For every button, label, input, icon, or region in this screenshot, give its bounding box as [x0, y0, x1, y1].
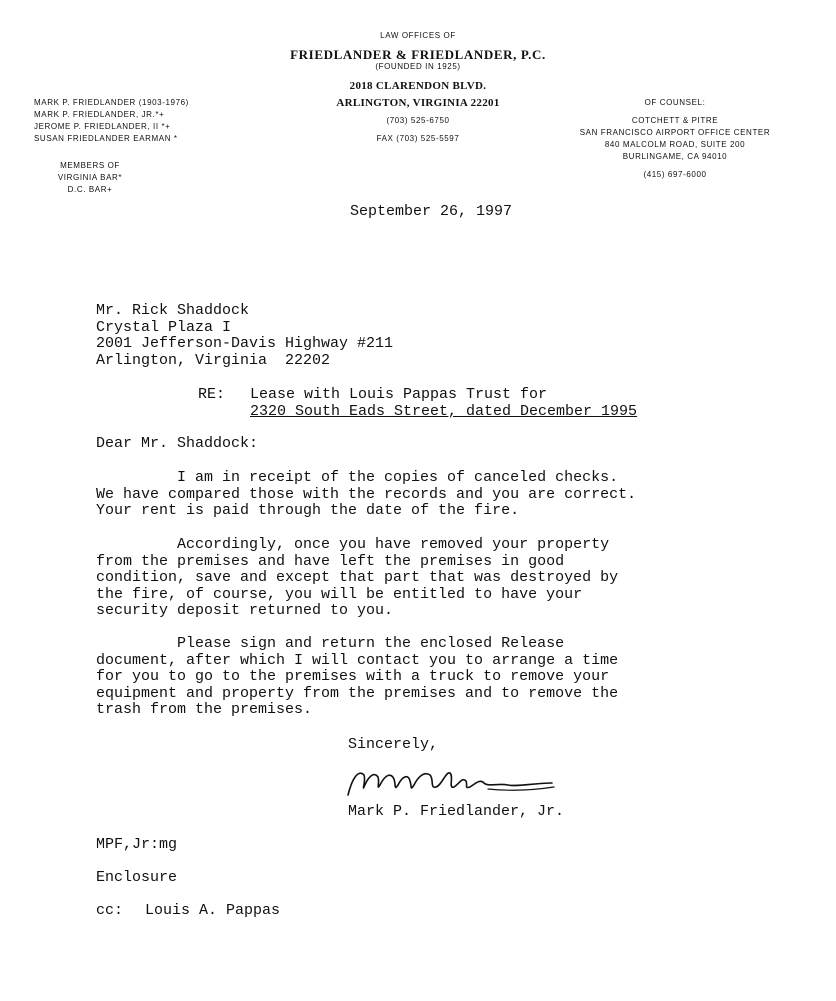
- counsel-line: BURLINGAME, CA 94010: [622, 152, 728, 161]
- handwritten-signature: [338, 757, 578, 803]
- body-paragraph: [96, 636, 618, 719]
- founded-line: (FOUNDED IN 1925): [375, 62, 461, 71]
- recipient-line: Crystal Plaza I: [96, 318, 232, 336]
- of-counsel-label: OF COUNSEL:: [644, 98, 706, 107]
- counsel-line: 840 MALCOLM ROAD, SUITE 200: [604, 140, 746, 149]
- cc-recipient: Louis A. Pappas: [145, 902, 281, 919]
- letter-date: September 26, 1997: [350, 203, 513, 220]
- recipient-address: [96, 303, 393, 369]
- paragraph-line: Accordingly, once you have removed your property: [96, 536, 610, 553]
- re-line: Lease with Louis Pappas Trust for: [250, 386, 548, 403]
- recipient-line: 2001 Jefferson-Davis Highway #211: [96, 335, 394, 352]
- of-counsel-block: [560, 97, 790, 181]
- partner-name: JEROME P. FRIEDLANDER, II *+: [34, 122, 171, 131]
- counsel-line: COTCHETT & PITRE: [631, 116, 719, 125]
- members-of-label: MEMBERS OF: [60, 161, 120, 170]
- typist-initials: MPF,Jr:mg: [96, 836, 178, 853]
- paragraph-line: Please sign and return the enclosed Release: [96, 635, 565, 652]
- paragraph-line: condition, save and except that part that was destroyed by: [96, 569, 619, 586]
- body-paragraph: [96, 537, 618, 620]
- re-label: RE:: [198, 386, 226, 403]
- paragraph-line: from the premises and have left the premises in good: [96, 552, 565, 570]
- signer-name: Mark P. Friedlander, Jr.: [348, 803, 565, 820]
- street-address: 2018 CLARENDON BLVD.: [349, 80, 487, 92]
- paragraph-line: equipment and property from the premises and to remove the: [96, 684, 619, 702]
- dc-bar: D.C. BAR+: [67, 185, 113, 194]
- law-offices-label: LAW OFFICES OF: [380, 31, 456, 40]
- partner-list: [34, 97, 189, 145]
- phone-number: (703) 525-6750: [386, 116, 450, 125]
- cc-label: cc:: [96, 902, 124, 919]
- recipient-line: Mr. Rick Shaddock: [96, 302, 250, 319]
- paragraph-line: Your rent is paid through the date of the fire.: [96, 502, 520, 519]
- virginia-bar: VIRGINIA BAR*: [57, 173, 123, 182]
- paragraph-line: the fire, of course, you will be entitled to have your: [96, 585, 583, 603]
- body-paragraph: [96, 470, 636, 520]
- re-property-line: 2320 South Eads Street, dated December 1995: [250, 402, 638, 420]
- paragraph-line: I am in receipt of the copies of canceled checks.: [96, 469, 619, 486]
- paragraph-line: security deposit returned to you.: [96, 602, 394, 619]
- firm-name: FRIEDLANDER & FRIEDLANDER, P.C.: [290, 47, 546, 62]
- bar-members: [30, 160, 150, 196]
- partner-name: MARK P. FRIEDLANDER, JR.*+: [34, 110, 165, 119]
- closing: Sincerely,: [348, 736, 439, 753]
- paragraph-line: trash from the premises.: [96, 701, 313, 718]
- paragraph-line: document, after which I will contact you to arrange a time: [96, 651, 619, 669]
- counsel-line: SAN FRANCISCO AIRPORT OFFICE CENTER: [579, 128, 771, 137]
- salutation: Dear Mr. Shaddock:: [96, 435, 259, 452]
- partner-name: SUSAN FRIEDLANDER EARMAN *: [34, 134, 178, 143]
- paragraph-line: We have compared those with the records and you are correct.: [96, 485, 637, 503]
- paragraph-line: for you to go to the premises with a truck to remove your: [96, 668, 610, 685]
- fax-number: FAX (703) 525-5597: [376, 134, 460, 143]
- enclosure-note: Enclosure: [96, 869, 178, 886]
- partner-name: MARK P. FRIEDLANDER (1903-1976): [34, 98, 189, 107]
- city-address: ARLINGTON, VIRGINIA 22201: [336, 97, 500, 109]
- counsel-phone: (415) 697-6000: [643, 170, 707, 179]
- re-subject: [250, 387, 637, 420]
- recipient-line: Arlington, Virginia 22202: [96, 351, 331, 369]
